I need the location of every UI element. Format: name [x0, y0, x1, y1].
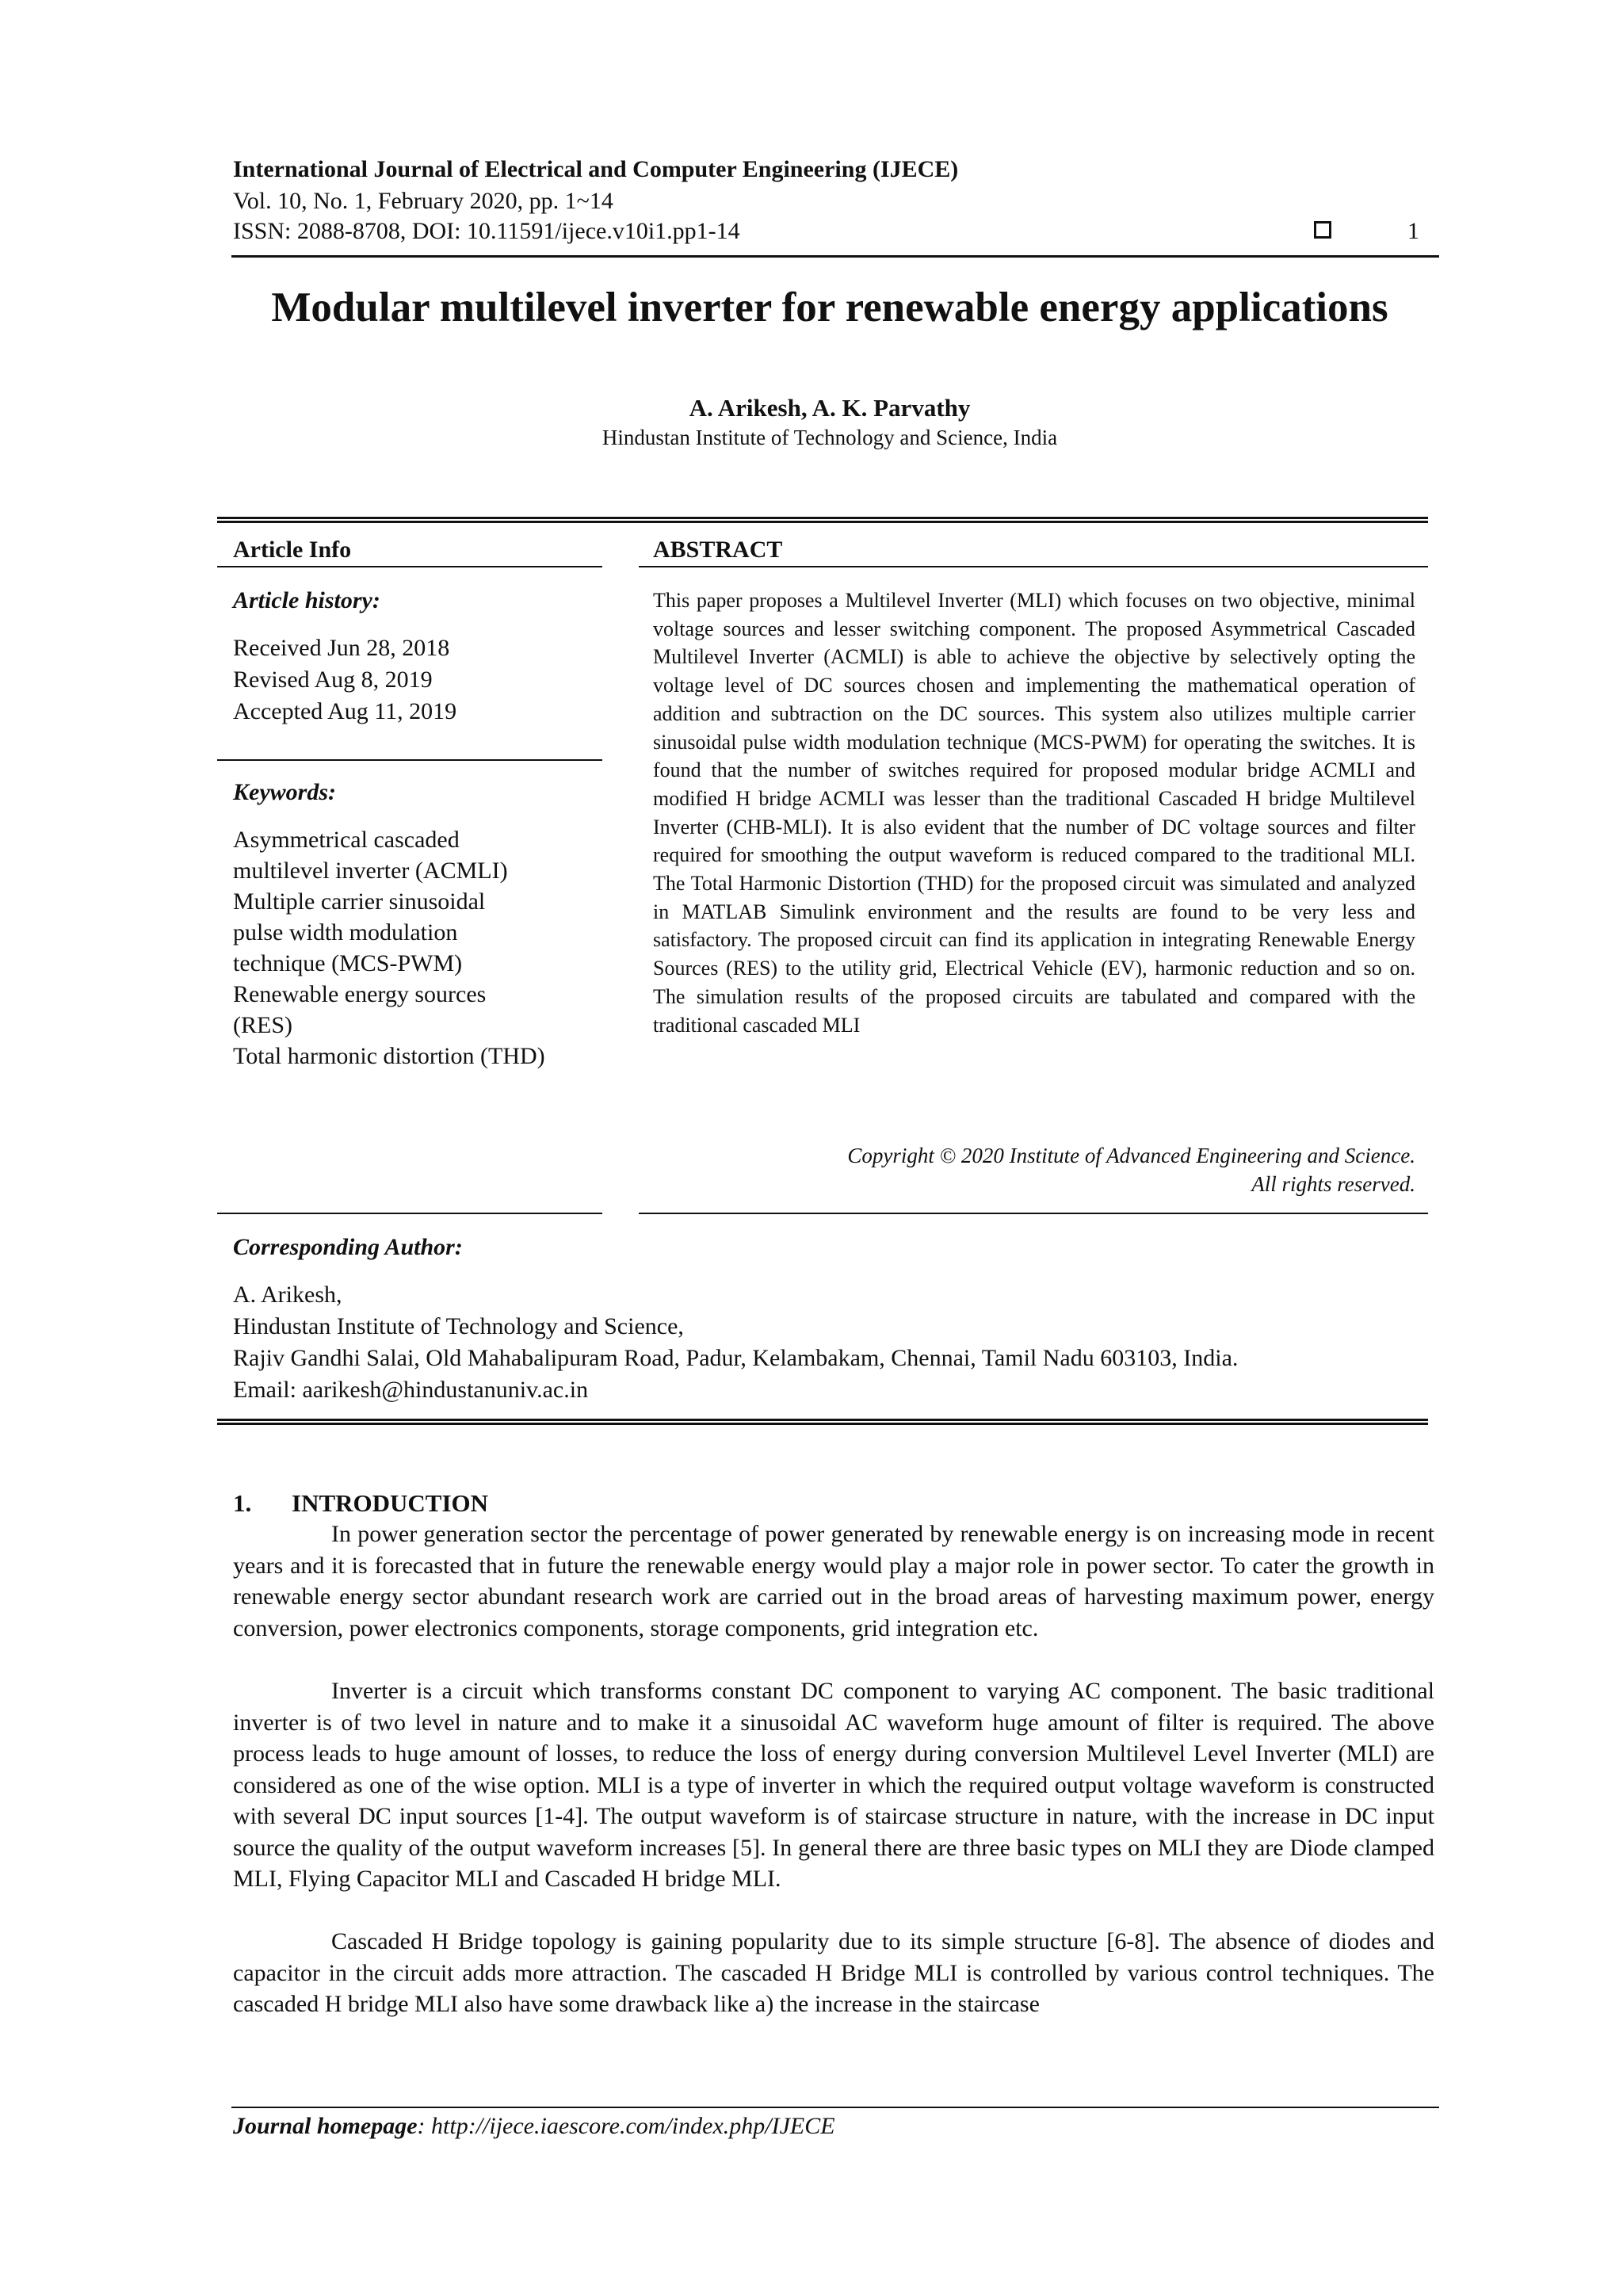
received-date: Received Jun 28, 2018 [233, 635, 450, 661]
header-rule [231, 255, 1439, 258]
intro-paragraph: Inverter is a circuit which transforms constant DC component to varying AC component. The basic traditional inverter is of two level in nature and to make it a sinusoidal AC waveform huge amount of filter is required. The above process leads to huge amount of losses, to reduce the loss of energy during conversion Multilevel Level Inverter (MLI) are considered as one of the wise option. MLI is a type of inverter in which the required output voltage waveform is constructed with several DC input sources [1-4]. The output waveform is of staircase structure in nature, with the increase in DC input source the quality of the output waveform increases [5]. In general there are three basic types on MLI they are Diode clamped MLI, Flying Capacitor MLI and Cascaded H bridge MLI. [233, 1678, 1434, 1892]
paper-title: Modular multilevel inverter for renewable energy applications [271, 285, 1388, 330]
square-box-icon [1314, 221, 1331, 239]
copyright-line: Copyright © 2020 Institute of Advanced Engineering and Science. [847, 1144, 1415, 1167]
journal-name: International Journal of Electrical and Computer Engineering (IJECE) [233, 156, 959, 182]
author-name: A. Arikesh, [233, 1282, 342, 1308]
top-double-rule [217, 517, 1428, 523]
keywords-list [233, 824, 605, 1072]
bottom-double-rule [217, 1419, 1428, 1425]
keyword-line: (RES) [233, 1012, 292, 1038]
corresponding-author-label: Corresponding Author: [233, 1234, 463, 1260]
intro-paragraph: In power generation sector the percentage of power generated by renewable energy is on increasing mode in recent years and it is forecasted that in future the renewable energy would play a major role in power sector. To cater the growth in renewable energy sector abundant research work are carried out in the broad areas of harvesting maximum power, energy conversion, power electronics components, storage components, grid integration etc. [233, 1521, 1434, 1641]
abstract-text: This paper proposes a Multilevel Inverter (MLI) which focuses on two objective, minimal voltage sources and lesser switching component. The proposed Asymmetrical Cascaded Multilevel Inverter (ACMLI) is able to achieve the objective by selectively opting the voltage level of DC sources chosen and implementing the mathematical operation of addition and subtraction on the DC sources. This system also utilizes multiple carrier sinusoidal pulse width modulation technique (MCS-PWM) for operating the switches. It is found that the number of switches required for proposed modular bridge ACMLI and modified H bridge ACMLI was lesser than the traditional Cascaded H bridge Multilevel Inverter (CHB-MLI). It is also evident that the number of DC voltage sources and filter required for smoothing the output waveform is reduced compared to the traditional MLI. The Total Harmonic Distortion (THD) for the proposed circuit was simulated and analyzed in MATLAB Simulink environment and the results are found to be very less and satisfactory. The proposed circuit can find its application in integrating Renewable Energy Sources (RES) to the utility grid, Electrical Vehicle (EV), harmonic reduction and so on. The simulation results of the proposed circuits are tabulated and compared with the traditional cascaded MLI [653, 589, 1415, 1037]
keyword-line: technique (MCS-PWM) [233, 950, 463, 976]
footer-label: Journal homepage [233, 2113, 418, 2139]
page-number: 1 [1407, 218, 1419, 244]
keywords-label: Keywords: [233, 779, 336, 805]
affiliation: Hindustan Institute of Technology and Science, India [601, 426, 1058, 449]
article-history [233, 632, 456, 728]
section-number: 1. [233, 1489, 252, 1517]
author-email: Email: aarikesh@hindustanuniv.ac.in [233, 1377, 589, 1403]
section-heading-introduction [233, 1488, 488, 1519]
abstract-heading: ABSTRACT [653, 537, 783, 563]
abstract-rule [639, 566, 1428, 567]
keyword-line: Asymmetrical cascaded [233, 827, 460, 853]
rights-line: All rights reserved. [1251, 1172, 1415, 1196]
accepted-date: Accepted Aug 11, 2019 [233, 698, 457, 724]
revised-date: Revised Aug 8, 2019 [233, 667, 433, 693]
keyword-line: Renewable energy sources [233, 981, 487, 1007]
keyword-line: Multiple carrier sinusoidal [233, 888, 486, 915]
footer-rule [231, 2107, 1439, 2108]
article-info-rule [217, 566, 602, 567]
author-institution: Hindustan Institute of Technology and Science, [233, 1313, 684, 1339]
section-title: INTRODUCTION [292, 1489, 489, 1517]
footer-separator: : [417, 2113, 432, 2139]
footer-journal-homepage [233, 2111, 835, 2141]
authors: A. Arikesh, A. K. Parvathy [689, 394, 971, 422]
article-info-heading: Article Info [233, 537, 352, 563]
intro-paragraph: Cascaded H Bridge topology is gaining popularity due to its simple structure [6-8]. The absence of diodes and capacitor in the circuit adds more attraction. The cascaded H Bridge MLI is controlled by various control techniques. The cascaded H bridge MLI also have some drawback like a) the increase in the staircase [233, 1928, 1434, 2017]
issn-doi-line: ISSN: 2088-8708, DOI: 10.11591/ijece.v10i1.pp1-14 [233, 218, 740, 244]
author-address: Rajiv Gandhi Salai, Old Mahabalipuram Road, Padur, Kelambakam, Chennai, Tamil Nadu 603103, India. [233, 1345, 1239, 1371]
article-history-label: Article history: [233, 587, 380, 613]
keyword-line: Total harmonic distortion (THD) [233, 1043, 545, 1069]
keyword-line: pulse width modulation [233, 919, 458, 946]
footer-url-link[interactable]: http://ijece.iaescore.com/index.php/IJECE [431, 2113, 835, 2139]
history-rule [217, 759, 602, 761]
abstract-bottom-rule [639, 1213, 1428, 1214]
keyword-line: multilevel inverter (ACMLI) [233, 858, 508, 884]
article-info-bottom-rule [217, 1213, 602, 1214]
volume-line: Vol. 10, No. 1, February 2020, pp. 1~14 [233, 188, 613, 214]
copyright-notice [653, 1141, 1415, 1198]
corresponding-author-details [233, 1279, 1238, 1406]
